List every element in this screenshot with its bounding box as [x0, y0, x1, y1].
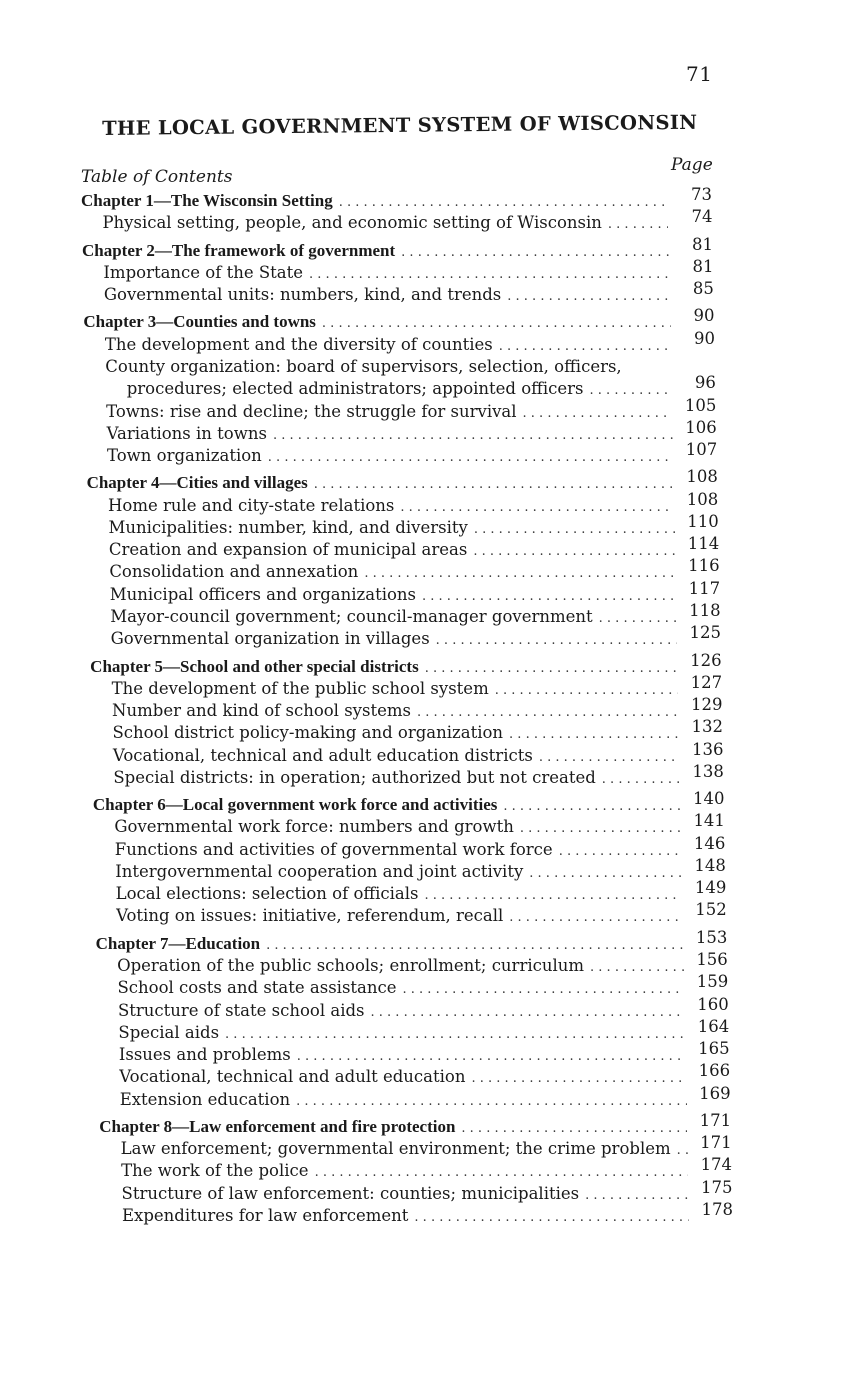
entry-title: The development of the public school system	[111, 678, 489, 698]
dot-leader	[339, 192, 668, 214]
toc-entry-row	[118, 1039, 730, 1066]
page-ref: 141	[693, 811, 725, 831]
entry-title: Towns: rise and decline; the struggle for survival	[106, 401, 517, 421]
entry-title: Voting on issues: initiative, referendum, recall	[116, 906, 504, 926]
dot-leader	[417, 702, 679, 724]
toc-chapter-row	[81, 234, 714, 262]
page-ref: 160	[697, 994, 729, 1014]
toc-entry-row	[118, 1016, 730, 1044]
page-ref: 164	[697, 1016, 730, 1036]
dot-leader	[529, 863, 682, 885]
dot-leader	[471, 1068, 686, 1090]
entry-title: Variations in towns	[106, 423, 267, 443]
toc-entry-row	[126, 373, 716, 400]
toc-entry-row	[112, 739, 724, 767]
toc-entry-row	[115, 878, 727, 905]
chapter-title: Chapter 3—Counties and towns	[83, 312, 316, 332]
entry-title: Extension education	[119, 1089, 291, 1109]
page-ref: 108	[686, 489, 719, 509]
page-ref: 117	[688, 578, 721, 598]
entry-title: procedures; elected administrators; appointed officers	[126, 379, 584, 399]
entry-title: Governmental organization in villages	[110, 629, 430, 649]
toc-entry-row	[117, 972, 729, 999]
entry-title: Law enforcement; governmental environment; the crime problem	[120, 1139, 671, 1159]
toc-chapter-row	[99, 1110, 732, 1138]
toc-entry-row	[109, 556, 720, 583]
dot-leader	[425, 658, 678, 680]
toc-entry-row	[105, 356, 715, 378]
entry-title: Physical setting, people, and economic setting of Wisconsin	[102, 213, 602, 233]
page-ref: 108	[686, 467, 718, 487]
chapter-title: Chapter 8—Law enforcement and fire protection	[99, 1116, 456, 1136]
toc-entry-row	[122, 1200, 733, 1227]
toc-chapter-row	[92, 789, 725, 816]
entry-title: Special aids	[118, 1022, 220, 1042]
page-ref: 126	[690, 650, 722, 670]
dot-leader	[509, 907, 683, 929]
entry-title: Governmental units: numbers, kind, and trends	[103, 285, 502, 305]
page-ref: 156	[696, 950, 728, 970]
dot-leader	[400, 497, 674, 519]
dot-leader	[309, 264, 669, 286]
page-ref: 175	[701, 1177, 733, 1197]
page-ref: 107	[685, 440, 718, 460]
entry-title: Intergovernmental cooperation and joint activity	[115, 861, 524, 881]
page-ref: 178	[701, 1200, 733, 1219]
page-ref: 129	[691, 695, 723, 715]
dot-leader	[523, 403, 673, 425]
page-ref: 136	[691, 739, 724, 759]
dot-leader	[297, 1046, 686, 1068]
entry-title: Vocational, technical and adult education	[119, 1067, 466, 1087]
page-ref: 159	[696, 972, 729, 992]
page-ref: 127	[690, 672, 723, 692]
toc-entry-row	[121, 1177, 733, 1205]
toc-entry-row	[108, 489, 719, 517]
entry-title: Creation and expansion of municipal areas	[108, 540, 468, 560]
dot-leader	[590, 957, 684, 979]
dot-leader	[590, 380, 672, 402]
dot-leader	[608, 214, 669, 236]
entry-title: Operation of the public schools; enrollment; curriculum	[117, 956, 585, 976]
page-ref: 81	[692, 234, 714, 254]
page-ref: 85	[692, 279, 714, 299]
toc-entry-row	[104, 328, 715, 356]
dot-leader	[371, 1002, 685, 1024]
toc-entry-row	[117, 950, 728, 977]
entry-title: Vocational, technical and adult education districts	[112, 745, 533, 765]
chapter-title: Chapter 1—The Wisconsin Setting	[81, 191, 333, 210]
toc-entry-row	[110, 623, 722, 650]
page-ref: 132	[691, 717, 723, 737]
entry-title: Governmental work force: numbers and growth	[114, 817, 514, 837]
dot-leader	[495, 680, 678, 702]
dot-leader	[424, 885, 682, 907]
page-ref: 152	[695, 900, 727, 920]
toc-entry-row	[112, 695, 723, 722]
page-ref: 153	[695, 927, 728, 947]
entry-title: Structure of state school aids	[117, 1000, 365, 1020]
toc-entry-row	[121, 1155, 733, 1182]
dot-leader	[507, 286, 670, 308]
page-ref: 81	[692, 256, 714, 276]
dot-leader	[503, 796, 680, 818]
page-ref: 90	[693, 328, 715, 348]
toc-chapter-row	[86, 467, 718, 494]
dot-leader	[422, 586, 676, 608]
toc-entry-row	[108, 511, 719, 539]
page-ref: 166	[698, 1061, 731, 1081]
dot-leader	[401, 242, 669, 264]
dot-leader	[314, 474, 674, 496]
toc-entry-row	[119, 1061, 731, 1088]
entry-title: Consolidation and annexation	[109, 562, 359, 582]
toc-entry-row	[103, 256, 714, 284]
toc-entry-row	[114, 811, 725, 838]
entry-title: Home rule and city-state relations	[108, 495, 395, 515]
page-ref: 138	[692, 761, 724, 781]
dot-leader	[315, 1162, 689, 1184]
entry-title: Expenditures for law enforcement	[122, 1206, 409, 1225]
page-ref: 125	[689, 623, 722, 643]
page-ref: 114	[687, 534, 720, 554]
dot-leader	[414, 1207, 689, 1229]
dot-leader	[225, 1024, 685, 1046]
toc-entry-row	[111, 672, 723, 700]
entry-title: School district policy-making and organization	[112, 723, 504, 743]
page-ref: 105	[684, 395, 717, 415]
chapter-title: Chapter 2—The framework of government	[81, 240, 396, 260]
chapter-title: Chapter 4—Cities and villages	[86, 473, 308, 493]
entry-title: Importance of the State	[103, 262, 304, 282]
toc-entry-row	[114, 833, 726, 861]
dot-leader	[403, 979, 685, 1001]
chapter-title: Chapter 6—Local government work force and activities	[92, 795, 498, 815]
entry-title: Functions and activities of governmental work force	[114, 839, 553, 859]
dot-leader	[364, 563, 675, 585]
entry-title: Municipal officers and organizations	[109, 584, 417, 604]
toc-chapter-row	[90, 650, 722, 678]
toc-entry-row	[106, 417, 717, 445]
toc-entry-row	[116, 900, 727, 927]
toc-entry-row	[112, 717, 723, 744]
toc-chapter-row	[83, 306, 715, 333]
entry-title: Town organization	[107, 446, 262, 466]
entry-title: Mayor-council government; council-manager government	[110, 606, 593, 626]
entry-title: School costs and state assistance	[117, 978, 397, 998]
toc-chapter-row	[81, 185, 712, 212]
page-ref: 171	[700, 1133, 732, 1153]
dot-leader	[296, 1091, 686, 1113]
page-column-label: Page	[671, 155, 713, 175]
page-ref: 106	[685, 417, 717, 437]
page-ref: 149	[694, 878, 727, 898]
toc-entry-row	[117, 994, 729, 1022]
toc-entry-row	[120, 1133, 732, 1160]
entry-title: The work of the police	[121, 1161, 309, 1181]
page-ref: 146	[693, 833, 726, 853]
dot-leader	[461, 1118, 687, 1140]
entry-title: County organization: board of supervisors, selection, officers,	[105, 356, 622, 376]
page-ref: 74	[691, 207, 713, 227]
dot-leader	[599, 608, 677, 630]
page-ref: 169	[699, 1083, 731, 1103]
toc-label: Table of Contents	[81, 167, 233, 187]
dot-leader	[602, 769, 680, 791]
page-ref: 140	[692, 789, 725, 809]
page-ref: 171	[699, 1110, 732, 1130]
entry-title: Local elections: selection of officials	[115, 884, 419, 904]
toc-chapter-row	[95, 927, 728, 955]
chapter-title: Chapter 5—School and other special districts	[90, 656, 419, 676]
page-ref: 96	[694, 373, 716, 393]
toc-entry-row	[113, 761, 724, 789]
entry-title: Structure of law enforcement: counties; municipalities	[121, 1183, 580, 1203]
page-ref: 174	[700, 1155, 733, 1175]
entry-title: The development and the diversity of counties	[104, 334, 493, 354]
dot-leader	[520, 818, 681, 840]
toc-entry-row	[107, 440, 718, 467]
page-ref: 90	[693, 306, 715, 326]
dot-leader	[322, 313, 671, 335]
entry-title: Number and kind of school systems	[112, 701, 411, 721]
toc-entry-row	[110, 600, 721, 628]
dot-leader	[273, 425, 673, 447]
entry-title: Municipalities: number, kind, and diversity	[108, 517, 468, 537]
page-ref: 148	[694, 855, 726, 875]
entry-title: Special districts: in operation; authorized but not created	[113, 767, 596, 787]
dot-leader	[585, 1185, 688, 1207]
entry-title: Issues and problems	[118, 1045, 291, 1065]
page-ref: 110	[687, 511, 719, 531]
page-number: 71	[686, 62, 713, 86]
toc-entry-row	[108, 534, 720, 561]
toc-entry-row	[102, 207, 713, 234]
dot-leader	[268, 447, 673, 469]
dot-leader	[499, 336, 671, 358]
page-ref: 116	[688, 556, 720, 576]
dot-leader	[559, 841, 682, 863]
toc-entry-row	[109, 578, 721, 606]
dot-leader	[509, 724, 679, 746]
dot-leader	[677, 1140, 688, 1162]
dot-leader	[266, 935, 683, 957]
toc-entry-row	[119, 1083, 731, 1111]
page-ref: 165	[698, 1039, 730, 1059]
dot-leader	[473, 541, 675, 563]
dot-leader	[436, 630, 677, 652]
page-ref: 118	[689, 600, 721, 620]
chapter-title: Chapter 7—Education	[95, 933, 261, 953]
dot-leader	[539, 747, 680, 769]
toc-entry-row	[115, 855, 726, 883]
toc-entry-row	[106, 395, 717, 423]
dot-leader	[474, 519, 675, 541]
page-ref: 73	[691, 185, 712, 204]
toc-entry-row	[103, 279, 714, 306]
document-title: THE LOCAL GOVERNMENT SYSTEM OF WISCONSIN	[102, 110, 698, 140]
